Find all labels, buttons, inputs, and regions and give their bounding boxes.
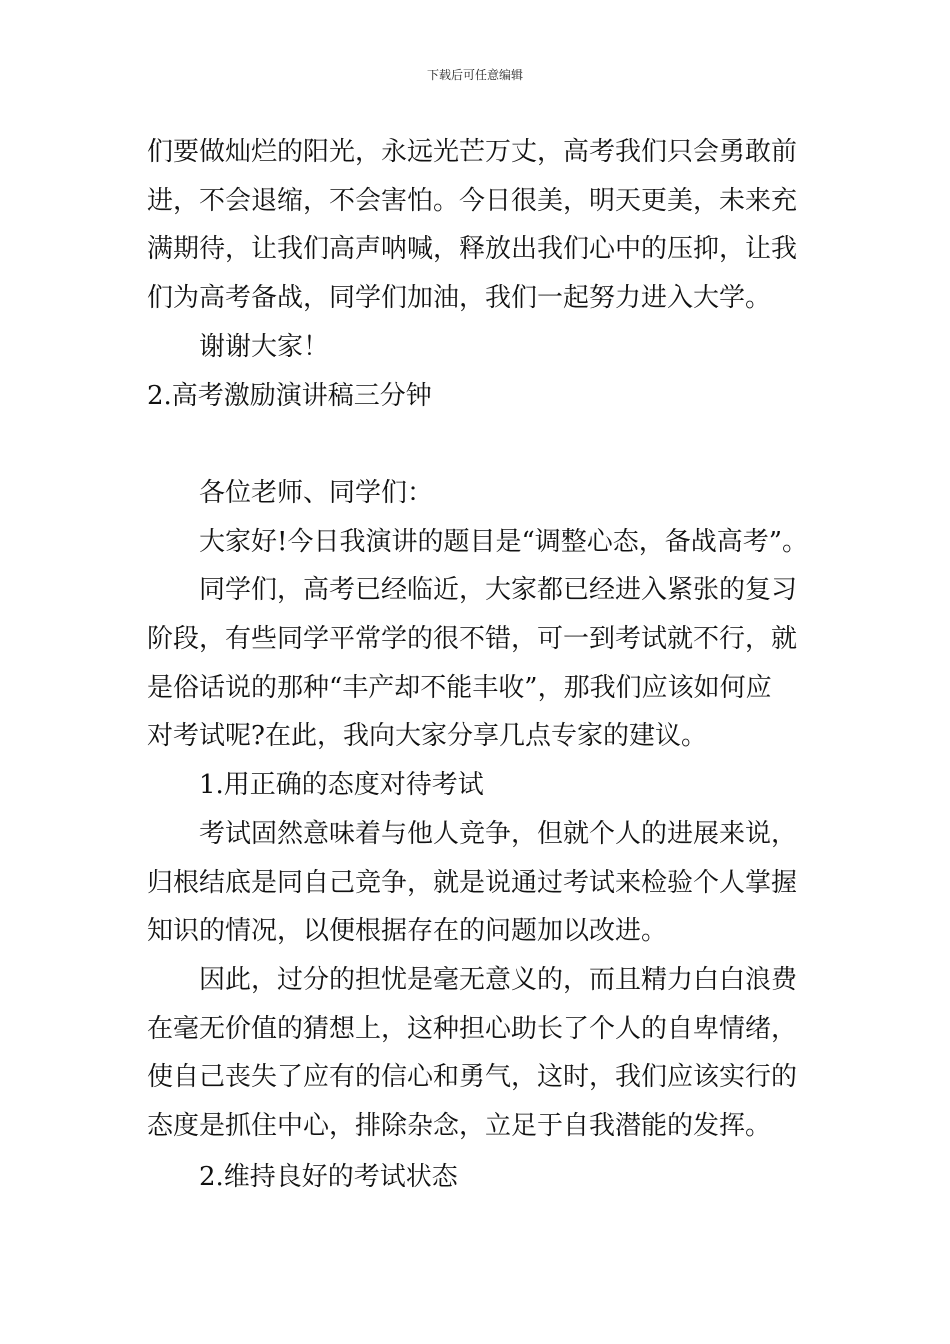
paragraph-line: 们要做灿烂的阳光，永远光芒万丈，高考我们只会勇敢前 — [147, 137, 798, 167]
paragraph-line: 使自己丧失了应有的信心和勇气，这时，我们应该实行的 — [147, 1062, 798, 1093]
paragraph-line: 对考试呢?在此，我向大家分享几点专家的建议。 — [147, 721, 707, 752]
blank-line — [147, 420, 815, 469]
paragraph-line: 进，不会退缩，不会害怕。今日很美，明天更美，未来充 — [147, 185, 798, 216]
paragraph-line: 阶段，有些同学平常学的很不错，可一到考试就不行，就 — [147, 624, 798, 655]
page-header-note: 下载后可任意编辑 — [426, 68, 523, 82]
paragraph-line: 同学们，高考已经临近，大家都已经进入紧张的复习 — [199, 575, 798, 606]
paragraph-line: 态度是抓住中心，排除杂念，立足于自我潜能的发挥。 — [147, 1111, 772, 1142]
intro-line: 大家好!今日我演讲的题目是“调整心态，备战高考”。 — [199, 526, 809, 557]
document-body — [147, 128, 815, 1201]
greeting: 各位老师、同学们： — [199, 477, 434, 508]
point-heading: 1.用正确的态度对待考试 — [199, 770, 484, 801]
paragraph-line: 考试固然意味着与他人竞争，但就个人的进展来说， — [199, 818, 798, 849]
paragraph-line: 归根结底是同自己竞争，就是说通过考试来检验个人掌握 — [147, 867, 798, 898]
paragraph-line: 是俗话说的那种“丰产却不能丰收”，那我们应该如何应 — [147, 672, 772, 703]
section-title: 2.高考激励演讲稿三分钟 — [147, 380, 432, 411]
thanks-line: 谢谢大家！ — [199, 331, 330, 362]
paragraph-line: 满期待，让我们高声呐喊，释放出我们心中的压抑，让我 — [147, 234, 798, 265]
paragraph-line: 们为高考备战，同学们加油，我们一起努力进入大学。 — [147, 283, 772, 314]
paragraph-line: 因此，过分的担忧是毫无意义的，而且精力白白浪费 — [199, 964, 798, 995]
paragraph-line: 在毫无价值的猜想上，这种担心助长了个人的自卑情绪， — [147, 1013, 798, 1044]
point-heading: 2.维持良好的考试状态 — [199, 1161, 458, 1192]
paragraph-line: 知识的情况，以便根据存在的问题加以改进。 — [147, 916, 668, 947]
